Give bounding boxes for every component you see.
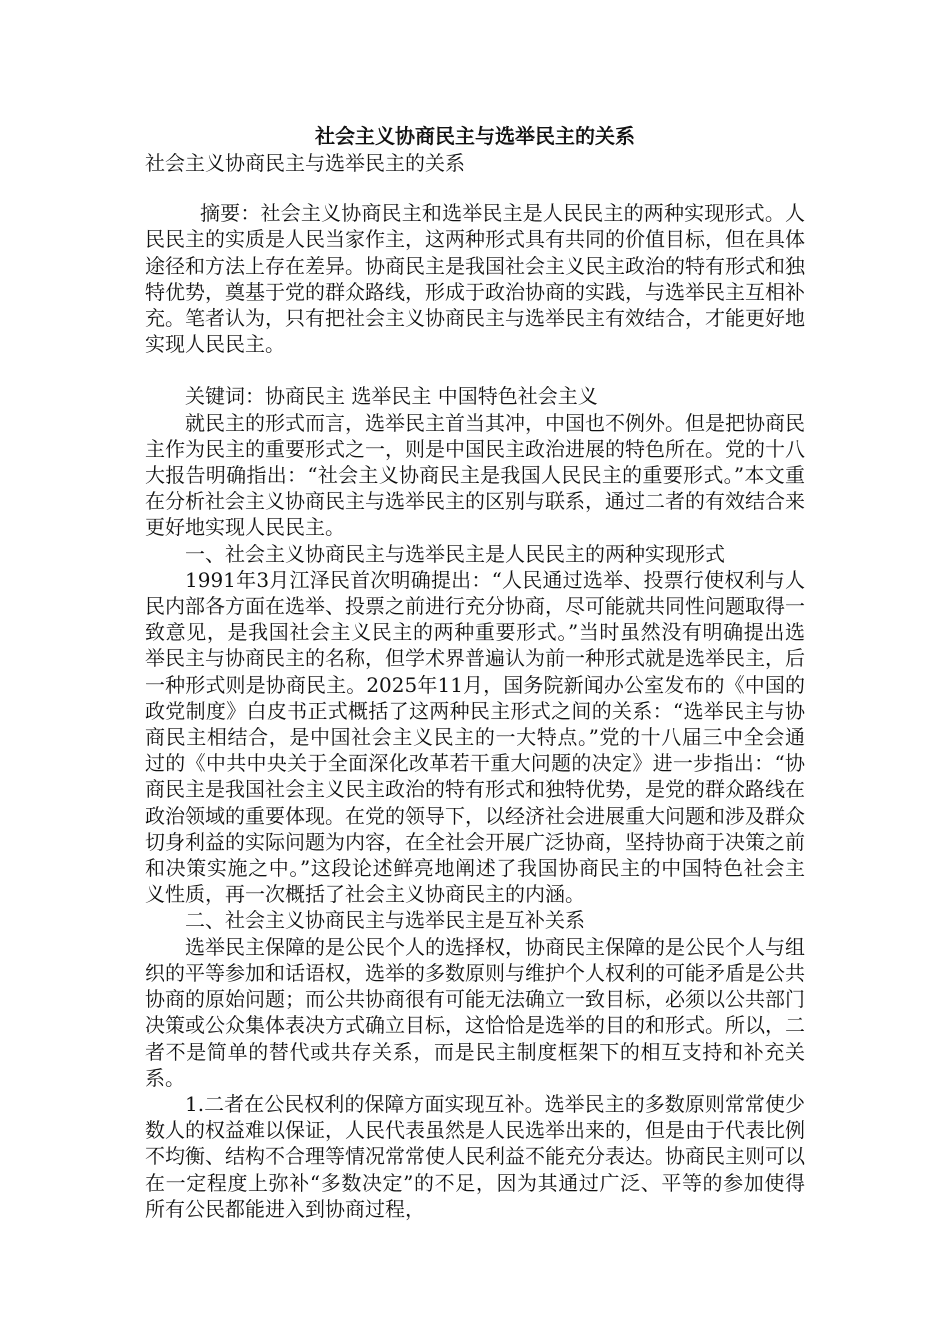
- section-1-paragraph: 1991年3月江泽民首次明确提出：“人民通过选举、投票行使权利与人民内部各方面在选举、投票之前进行充分协商，尽可能就共同性问题取得一致意见，是我国社会主义民主的两种重要形式。”当时虽然没有明确提出选举民主与协商民主的名称，但学术界普遍认为前一种形式就是选举民主，后一种形式则是协商民主。2025年11月，国务院新闻办公室发布的《中国的政党制度》白皮书正式概括了这两种民主形式之间的关系：“选举民主与协商民主相结合，是中国社会主义民主的一大特点。”党的十八届三中全会通过的《中共中央关于全面深化改革若干重大问题的决定》进一步指出：“协商民主是我国社会主义民主政治的特有形式和独特优势，是党的群众路线在政治领域的重要体现。在党的领导下，以经济社会进展重大问题和涉及群众切身利益的实际问题为内容，在全社会开展广泛协商，坚持协商于决策之前和决策实施之中。”这段论述鲜亮地阐述了我国协商民主的中国特色社会主义性质，再一次概括了社会主义协商民主的内涵。: [145, 567, 805, 907]
- document-body: [145, 122, 805, 1222]
- spacer: [145, 357, 805, 383]
- spacer: [145, 176, 805, 200]
- abstract-paragraph: 摘要：社会主义协商民主和选举民主是人民民主的两种实现形式。人民民主的实质是人民当家作主，这两种形式具有共同的价值目标，但在具体途径和方法上存在差异。协商民主是我国社会主义民主政治的特有形式和独特优势，奠基于党的群众路线，形成于政治协商的实践，与选举民主互相补充。笔者认为，只有把社会主义协商民主与选举民主有效结合，才能更好地实现人民民主。: [145, 201, 805, 357]
- keywords-line: 关键词：协商民主 选举民主 中国特色社会主义: [185, 384, 598, 409]
- section-1-heading: 一、社会主义协商民主与选举民主是人民民主的两种实现形式: [185, 541, 725, 566]
- section-2-paragraph: 选举民主保障的是公民个人的选择权，协商民主保障的是公民个人与组织的平等参加和话语权，选举的多数原则与维护个人权利的可能矛盾是公共协商的原始问题；而公共协商很有可能无法确立一致目标，必须以公共部门决策或公众集体表决方式确立目标，这恰恰是选举的目的和形式。所以，二者不是简单的替代或共存关系，而是民主制度框架下的相互支持和补充关系。: [145, 934, 805, 1090]
- point-1-paragraph: 1.二者在公民权利的保障方面实现互补。选举民主的多数原则常常使少数人的权益难以保证，人民代表虽然是人民选举出来的，但是由于代表比例不均衡、结构不合理等情况常常使人民利益不能充分表达。协商民主则可以在一定程度上弥补“多数决定”的不足，因为其通过广泛、平等的参加使得所有公民都能进入到协商过程，: [145, 1091, 805, 1221]
- section-2-heading: 二、社会主义协商民主与选举民主是互补关系: [185, 908, 585, 933]
- intro-paragraph: 就民主的形式而言，选举民主首当其冲，中国也不例外。但是把协商民主作为民主的重要形式之一，则是中国民主政治进展的特色所在。党的十八大报告明确指出：“社会主义协商民主是我国人民民主的重要形式。”本文重在分析社会主义协商民主与选举民主的区别与联系，通过二者的有效结合来更好地实现人民民主。: [145, 410, 805, 540]
- document-subtitle: 社会主义协商民主与选举民主的关系: [145, 151, 465, 175]
- document-title: 社会主义协商民主与选举民主的关系: [315, 124, 635, 148]
